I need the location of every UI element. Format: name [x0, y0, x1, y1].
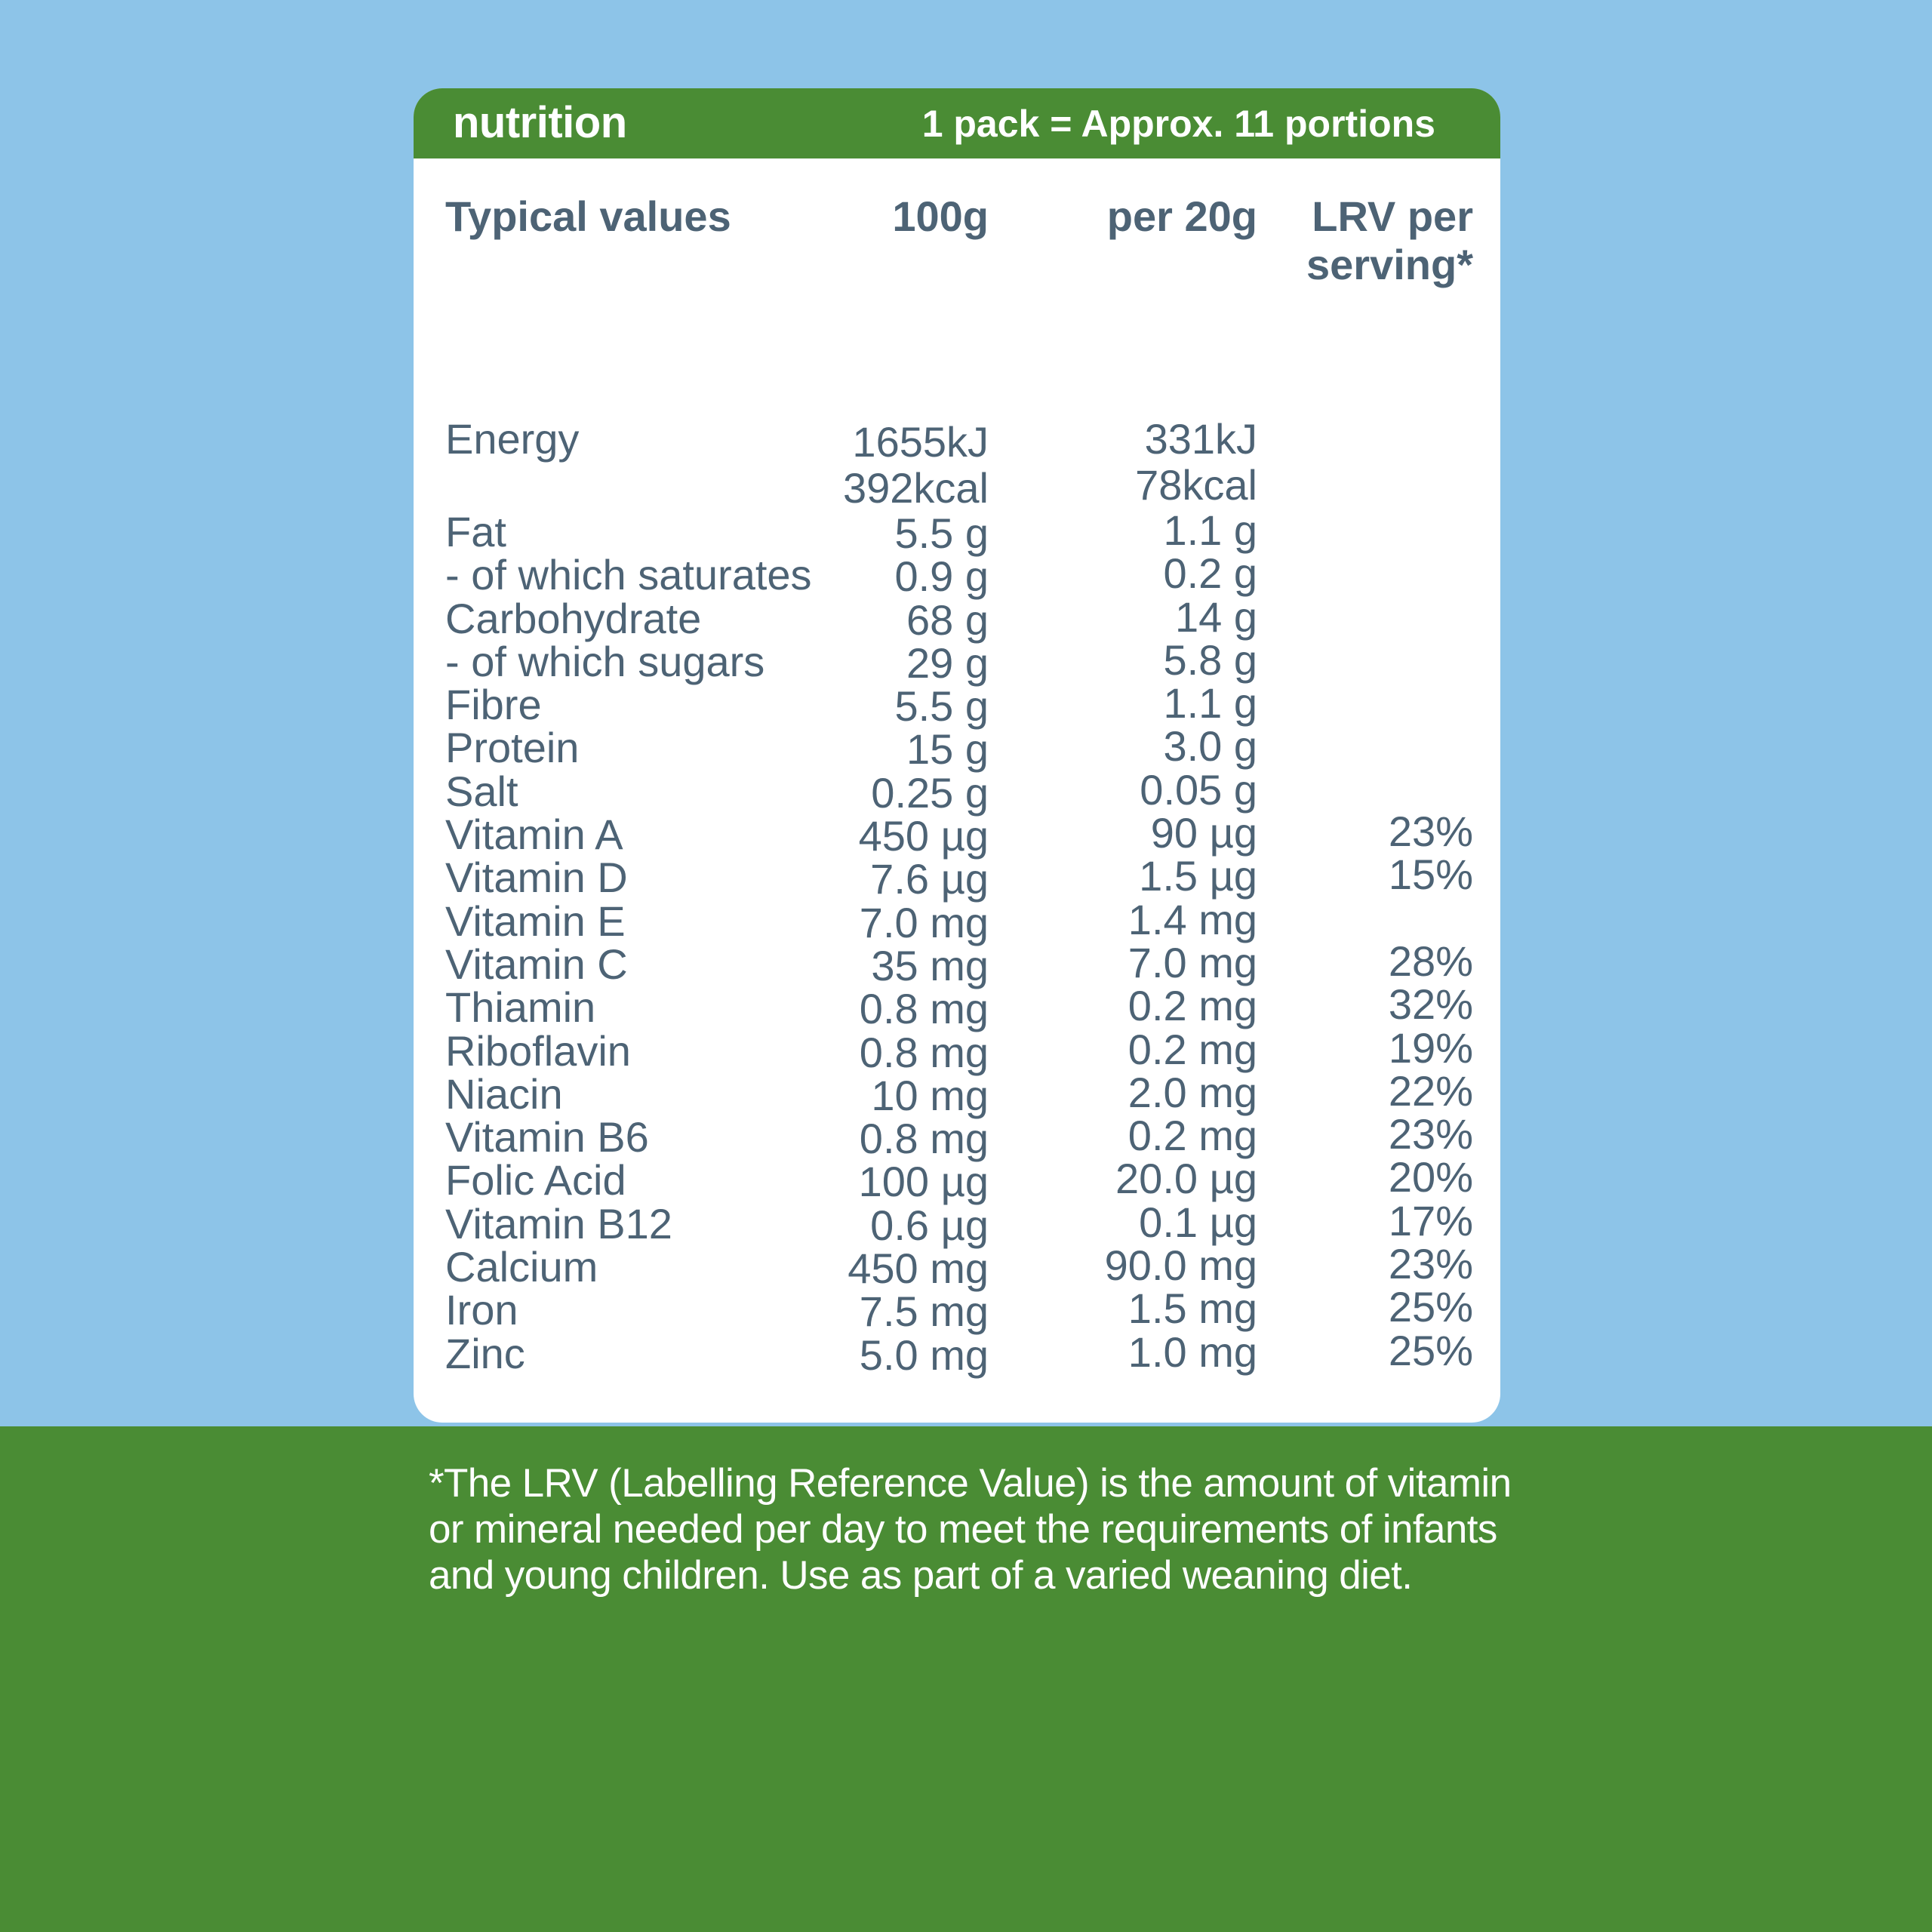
- value-lrv: 32%: [1388, 980, 1473, 1029]
- value-per-serving: 0.2 g: [1163, 549, 1257, 598]
- table-row: [414, 1023, 1500, 1076]
- value-per-serving: 20.0 µg: [1115, 1155, 1257, 1203]
- value-per-serving: 0.2 mg: [1128, 1025, 1257, 1073]
- row-label: Fat: [445, 508, 506, 555]
- table-row: [414, 808, 1500, 860]
- value-per-100g: 68 g: [906, 595, 989, 644]
- value-per-serving: 0.2 mg: [1128, 1112, 1257, 1160]
- value-per-100g: 0.8 mg: [859, 985, 989, 1033]
- value-per-serving: 2.0 mg: [1128, 1068, 1257, 1116]
- value-per-serving: 3.0 g: [1163, 722, 1257, 771]
- nutrition-panel: [414, 88, 1500, 1423]
- grass-hill-edge: [0, 1419, 1932, 1449]
- row-label: Vitamin C: [445, 940, 628, 988]
- table-row: [414, 1196, 1500, 1249]
- value-per-100g: 450 µg: [858, 812, 989, 860]
- row-label: Iron: [445, 1286, 518, 1334]
- row-label: Salt: [445, 767, 518, 815]
- row-label: Calcium: [445, 1243, 598, 1291]
- column-header-typical-values: Typical values: [445, 192, 731, 240]
- value-per-serving: 1.5 µg: [1139, 852, 1257, 900]
- value-per-100g: 5.5 g: [894, 682, 989, 731]
- energy-per-100g: [843, 419, 989, 511]
- row-label: Vitamin A: [445, 811, 623, 859]
- value-lrv: 19%: [1388, 1023, 1473, 1072]
- value-lrv: 28%: [1388, 937, 1473, 985]
- value-per-serving: 1.4 mg: [1128, 895, 1257, 943]
- table-row: [414, 937, 1500, 989]
- column-header-100g: 100g: [892, 192, 989, 240]
- value-per-100g: 7.5 mg: [859, 1287, 989, 1336]
- row-label: Riboflavin: [445, 1026, 631, 1075]
- table-row: [414, 1326, 1500, 1379]
- value-per-serving: 14 g: [1175, 592, 1257, 641]
- energy-kcal-per-100g: 392kcal: [842, 464, 989, 512]
- row-label: Vitamin B6: [445, 1113, 649, 1161]
- value-per-100g: 7.0 mg: [859, 898, 989, 946]
- value-per-100g: 0.25 g: [871, 768, 989, 817]
- value-lrv: 23%: [1388, 1110, 1473, 1158]
- table-row: [414, 851, 1500, 903]
- energy-kj-per-100g: 1655kJ: [852, 418, 989, 466]
- energy-kj-per-serving: 331kJ: [1144, 415, 1257, 463]
- row-label: Energy: [445, 415, 580, 463]
- value-lrv: 23%: [1388, 1240, 1473, 1288]
- value-lrv: 23%: [1388, 808, 1473, 856]
- row-label: - of which sugars: [445, 637, 765, 685]
- value-per-serving: 90.0 mg: [1104, 1241, 1257, 1290]
- value-per-serving: 1.5 mg: [1128, 1284, 1257, 1333]
- row-label: Protein: [445, 724, 580, 772]
- value-per-100g: 5.0 mg: [859, 1331, 989, 1379]
- value-lrv: 15%: [1388, 851, 1473, 899]
- table-row: [414, 1110, 1500, 1163]
- column-header-per-20g: per 20g: [1106, 192, 1257, 240]
- value-per-100g: 450 mg: [848, 1244, 989, 1293]
- value-per-100g: 35 mg: [871, 941, 989, 989]
- row-label: Carbohydrate: [445, 594, 702, 642]
- value-per-100g: 10 mg: [871, 1071, 989, 1119]
- table-row: [414, 895, 1500, 946]
- value-per-100g: 7.6 µg: [870, 855, 989, 903]
- table-row: [414, 679, 1500, 731]
- table-row: [414, 592, 1500, 644]
- value-per-100g: 15 g: [906, 725, 989, 774]
- table-row: [414, 506, 1500, 557]
- row-label: Fibre: [445, 681, 542, 729]
- table-row: [414, 980, 1500, 1033]
- value-per-100g: 0.6 µg: [870, 1201, 989, 1249]
- nutrition-title: nutrition: [453, 98, 627, 147]
- row-label: - of which saturates: [445, 551, 812, 599]
- row-label: Thiamin: [445, 983, 596, 1032]
- value-per-100g: 0.8 mg: [859, 1115, 989, 1163]
- portions-info: 1 pack = Approx. 11 portions: [921, 103, 1435, 145]
- nutrition-table: [414, 414, 1500, 1379]
- row-label: Vitamin D: [445, 854, 628, 902]
- table-row: [414, 1240, 1500, 1293]
- value-per-100g: 5.5 g: [894, 509, 989, 557]
- table-row: [414, 635, 1500, 687]
- value-lrv: 17%: [1388, 1196, 1473, 1244]
- value-per-serving: 1.1 g: [1163, 679, 1257, 728]
- nutrition-header: [414, 88, 1500, 158]
- energy-kcal-per-serving: 78kcal: [1135, 461, 1257, 509]
- table-row: [414, 549, 1500, 601]
- row-label: Folic Acid: [445, 1156, 626, 1204]
- value-lrv: 25%: [1388, 1283, 1473, 1331]
- row-label: Vitamin E: [445, 897, 626, 945]
- value-per-100g: 0.9 g: [894, 552, 989, 601]
- value-per-serving: 0.05 g: [1140, 765, 1257, 814]
- table-row: [414, 722, 1500, 774]
- table-row: [414, 1153, 1500, 1206]
- value-per-serving: 90 µg: [1150, 809, 1257, 857]
- table-row: [414, 765, 1500, 817]
- column-header-lrv: LRV per serving*: [1306, 192, 1473, 288]
- value-per-100g: 29 g: [906, 638, 989, 687]
- row-label: Niacin: [445, 1069, 563, 1118]
- energy-per-serving: [1135, 416, 1257, 508]
- row-label: Vitamin B12: [445, 1199, 672, 1247]
- table-row-energy: [414, 414, 1500, 512]
- value-per-serving: 7.0 mg: [1128, 938, 1257, 986]
- value-lrv: 20%: [1388, 1153, 1473, 1201]
- lrv-footnote: *The LRV (Labelling Reference Value) is the amount of vitamin or mineral needed per day to meet the requirements of infants and young children. Use as part of a varied weaning diet.: [429, 1461, 1512, 1598]
- value-per-serving: 1.1 g: [1163, 506, 1257, 554]
- value-lrv: 25%: [1388, 1326, 1473, 1374]
- value-lrv: 22%: [1388, 1066, 1473, 1115]
- value-per-serving: 0.1 µg: [1139, 1198, 1257, 1246]
- table-row: [414, 1283, 1500, 1336]
- row-label: Zinc: [445, 1329, 525, 1377]
- value-per-100g: 100 µg: [858, 1158, 989, 1206]
- value-per-serving: 5.8 g: [1163, 635, 1257, 684]
- value-per-serving: 0.2 mg: [1128, 982, 1257, 1030]
- value-per-serving: 1.0 mg: [1128, 1327, 1257, 1376]
- table-row: [414, 1066, 1500, 1119]
- value-per-100g: 0.8 mg: [859, 1028, 989, 1076]
